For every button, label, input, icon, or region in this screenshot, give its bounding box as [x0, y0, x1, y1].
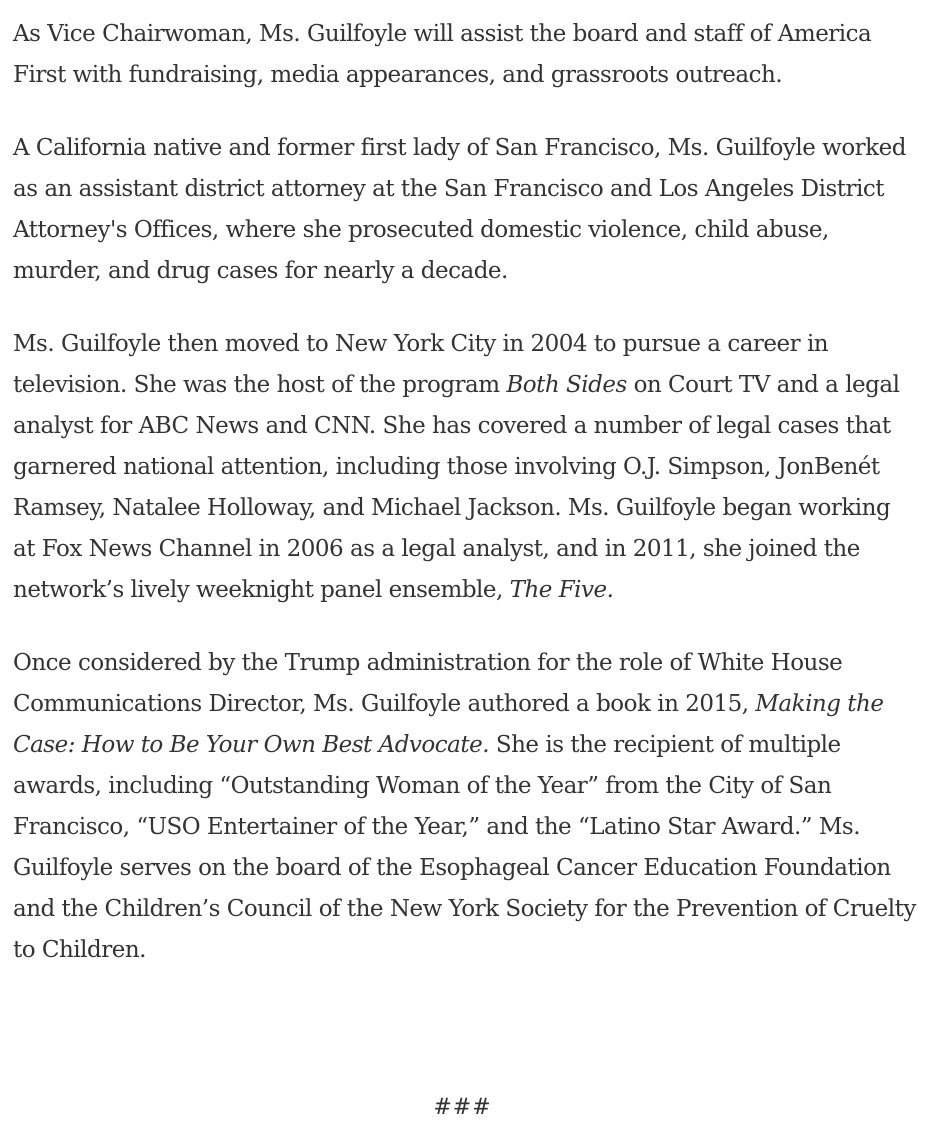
paragraph-television-career [13, 324, 918, 611]
show-title: The Five. [509, 577, 614, 603]
paragraph-text: Ms. Guilfoyle then moved to New York City in 2004 to pursue a career in television. She was the host of the program [13, 331, 829, 398]
paragraph-text: Once considered by the Trump administration for the role of White House Communications Director, Ms. Guilfoyle authored a book in 2015, [13, 650, 843, 717]
paragraph-book-and-awards [13, 643, 918, 971]
book-title: Making the Case: How to Be Your Own Best Advocate. [13, 691, 884, 758]
article-body [13, 14, 918, 1003]
paragraph-background: A California native and former first lady of San Francisco, Ms. Guilfoyle worked as an assistant district attorney at the San Francisco and Los Angeles District Attorney's Offices, where she prosecuted domestic violence, child abuse, murder, and drug cases for nearly a decade. [13, 135, 906, 284]
paragraph-role: As Vice Chairwoman, Ms. Guilfoyle will assist the board and staff of America First with fundraising, media appearances, and grassroots outreach. [13, 21, 872, 88]
end-of-release-mark: ### [433, 1095, 492, 1120]
paragraph-text: on Court TV and a legal analyst for ABC News and CNN. She has covered a number of legal cases that garnered national attention, including those involving O.J. Simpson, JonBenét Ramsey, Natalee Holloway, and Michael Jackson. Ms. Guilfoyle began working at Fox News Channel in 2006 as a legal analyst, and in 2011, she joined the network’s lively weeknight panel ensemble, [13, 372, 900, 603]
program-title: Both Sides [506, 372, 627, 398]
paragraph-text: She is the recipient of multiple awards, including “Outstanding Woman of the Year” from the City of San Francisco, “USO Entertainer of the Year,” and the “Latino Star Award.” Ms. Guilfoyle serves on the board of the Esophageal Cancer Education Foundation and the Children’s Council of the New York Society for the Prevention of Cruelty to Children. [13, 732, 916, 963]
